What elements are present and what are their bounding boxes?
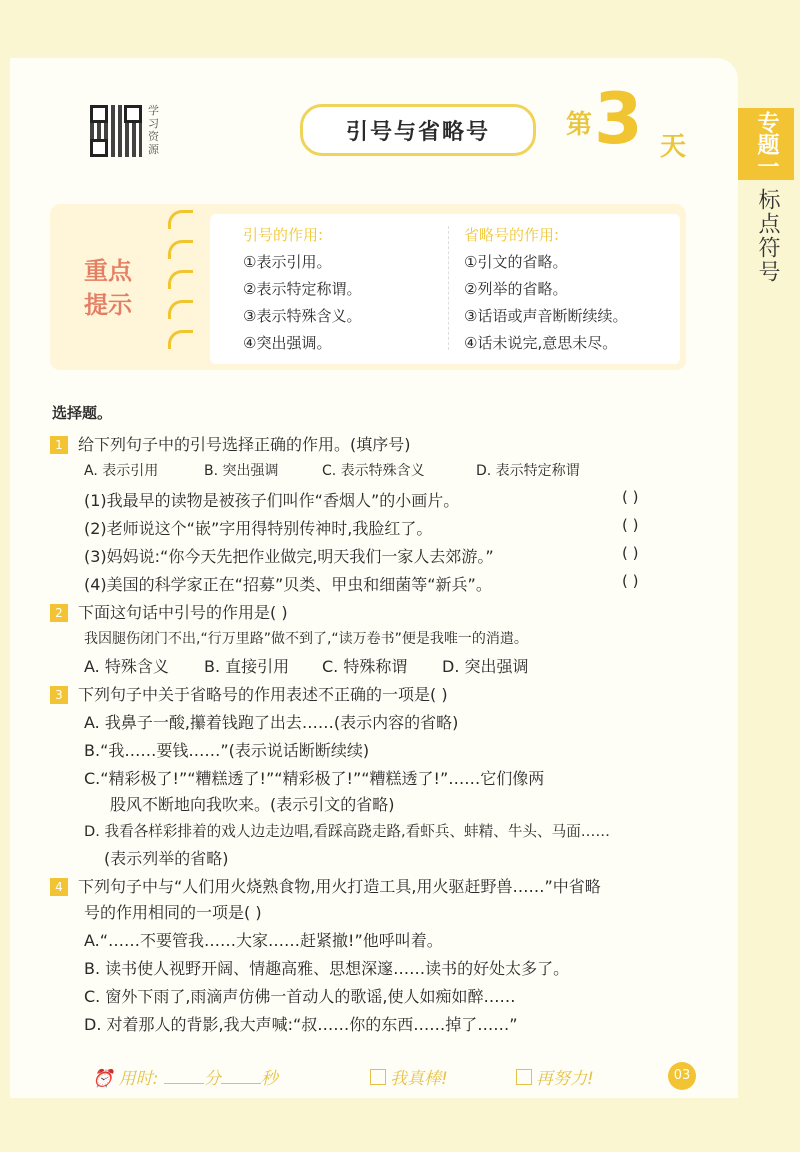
- ellipsis-usage-column: [464, 222, 627, 357]
- topic-name: 标点符号: [755, 188, 780, 284]
- answer-blank[interactable]: ( ): [622, 572, 639, 590]
- q2-option[interactable]: C. 特殊称谓: [322, 657, 408, 676]
- ellipsis-usage-item: ④话未说完,意思未尽。: [464, 334, 618, 352]
- q1-option: B. 突出强调: [204, 463, 279, 479]
- great-checkbox[interactable]: [370, 1064, 448, 1089]
- minutes-blank[interactable]: [164, 1069, 204, 1084]
- time-tracker: [92, 1064, 278, 1089]
- ring-icon: [168, 210, 193, 229]
- ring-icon: [168, 240, 193, 259]
- qr-label: 学习资源: [148, 104, 159, 156]
- q4-option[interactable]: A.“……不要管我……大家……赶紧撤!”他呼叫着。: [84, 931, 443, 950]
- ellipsis-usage-item: ③话语或声音断断续续。: [464, 307, 628, 325]
- q1-item: (3)妈妈说:“你今天先把作业做完,明天我们一家人去郊游。”: [84, 547, 494, 566]
- question-number-badge: 4: [50, 878, 68, 896]
- quote-usage-item: ④突出强调。: [243, 334, 332, 352]
- question-4: [50, 874, 601, 897]
- q1-option: A. 表示引用: [84, 463, 159, 479]
- ring-icon: [168, 270, 193, 289]
- try-again-checkbox[interactable]: [516, 1064, 594, 1089]
- q1-item: (4)美国的科学家正在“招募”贝类、甲虫和细菌等“新兵”。: [84, 575, 492, 594]
- checkbox-icon[interactable]: [370, 1069, 386, 1085]
- ellipsis-usage-heading: 省略号的作用:: [464, 226, 560, 244]
- question-number-badge: 3: [50, 686, 68, 704]
- q3-option-cont: 股风不断地向我吹来。(表示引文的省略): [110, 795, 395, 814]
- q1-option: D. 表示特定称谓: [476, 463, 580, 479]
- question-number-badge: 1: [50, 436, 68, 454]
- top-band: [0, 0, 800, 58]
- ellipsis-usage-item: ②列举的省略。: [464, 280, 568, 298]
- lesson-title: 引号与省略号: [345, 119, 490, 145]
- quote-usage-column: [243, 222, 361, 357]
- q3-option[interactable]: C.“精彩极了!”“糟糕透了!”“精彩极了!”“糟糕透了!”……它们像两: [84, 769, 545, 788]
- ellipsis-usage-item: ①引文的省略。: [464, 253, 568, 271]
- q3-option[interactable]: A. 我鼻子一酸,攥着钱跑了出去……(表示内容的省略): [84, 713, 459, 732]
- qr-corner-icon: [90, 139, 108, 157]
- q1-item: (1)我最早的读物是被孩子们叫作“香烟人”的小画片。: [84, 491, 460, 510]
- seconds-unit: 秒: [260, 1069, 278, 1089]
- key-tip-label-line2: 提示: [84, 291, 132, 319]
- bottom-band: [0, 1098, 800, 1152]
- alarm-clock-icon: ⏰: [92, 1069, 114, 1089]
- q4-option[interactable]: D. 对着那人的背影,我大声喊:“叔……你的东西……掉了……”: [84, 1015, 518, 1034]
- seconds-blank[interactable]: [221, 1069, 261, 1084]
- question-3: [50, 682, 448, 705]
- question-stem: 给下列句子中的引号选择正确的作用。(填序号): [78, 435, 411, 454]
- quote-usage-item: ②表示特定称谓。: [243, 280, 362, 298]
- q2-sentence: 我因腿伤闭门不出,“行万里路”做不到了,“读万卷书”便是我唯一的消遣。: [84, 631, 528, 647]
- try-again-label: 再努力!: [536, 1069, 594, 1089]
- day-prefix: 第: [566, 110, 593, 140]
- q1-option: C. 表示特殊含义: [322, 463, 425, 479]
- question-stem: 下列句子中关于省略号的作用表述不正确的一项是( ): [78, 685, 448, 704]
- qr-corner-icon: [90, 105, 108, 123]
- key-tip-label-line1: 重点: [84, 257, 132, 285]
- qr-corner-icon: [124, 105, 142, 123]
- quote-usage-item: ①表示引用。: [243, 253, 332, 271]
- great-label: 我真棒!: [390, 1069, 448, 1089]
- tip-divider: [448, 226, 449, 350]
- question-2: [50, 600, 288, 623]
- answer-blank[interactable]: ( ): [622, 516, 639, 534]
- answer-blank[interactable]: ( ): [622, 488, 639, 506]
- q2-option[interactable]: B. 直接引用: [204, 657, 290, 676]
- ring-icon: [168, 300, 193, 319]
- q3-option-cont: (表示列举的省略): [104, 849, 229, 868]
- page-number: 03: [668, 1062, 696, 1090]
- q4-option[interactable]: B. 读书使人视野开阔、情趣高雅、思想深邃……读书的好处太多了。: [84, 959, 570, 978]
- day-suffix: 天: [660, 132, 687, 162]
- q1-item: (2)老师说这个“嵌”字用得特别传神时,我脸红了。: [84, 519, 433, 538]
- question-stem-cont: 号的作用相同的一项是( ): [84, 903, 262, 922]
- question-number-badge: 2: [50, 604, 68, 622]
- answer-blank[interactable]: ( ): [622, 544, 639, 562]
- binder-rings: [168, 210, 193, 360]
- q4-option[interactable]: C. 窗外下雨了,雨滴声仿佛一首动人的歌谣,使人如痴如醉……: [84, 987, 516, 1006]
- time-label: 用时:: [118, 1069, 159, 1089]
- lesson-title-box: [300, 104, 536, 156]
- question-stem: 下面这句话中引号的作用是( ): [78, 603, 288, 622]
- q3-option[interactable]: D. 我看各样彩排着的戏人边走边唱,看踩高跷走路,看虾兵、蚌精、牛头、马面……: [84, 823, 610, 840]
- ring-icon: [168, 330, 193, 349]
- q2-option[interactable]: D. 突出强调: [442, 657, 529, 676]
- question-stem: 下列句子中与“人们用火烧熟食物,用火打造工具,用火驱赶野兽……”中省略: [78, 877, 601, 896]
- topic-tab: 专题一: [738, 108, 794, 180]
- quote-usage-item: ③表示特殊含义。: [243, 307, 362, 325]
- checkbox-icon[interactable]: [516, 1069, 532, 1085]
- key-tip-label: [78, 254, 138, 322]
- section-title: 选择题。: [52, 404, 113, 422]
- minutes-unit: 分: [203, 1069, 221, 1089]
- quote-usage-heading: 引号的作用:: [243, 226, 324, 244]
- day-number: 3: [594, 78, 643, 160]
- q2-option[interactable]: A. 特殊含义: [84, 657, 169, 676]
- question-1: [50, 432, 411, 455]
- q3-option[interactable]: B.“我……要钱……”(表示说话断断续续): [84, 741, 370, 760]
